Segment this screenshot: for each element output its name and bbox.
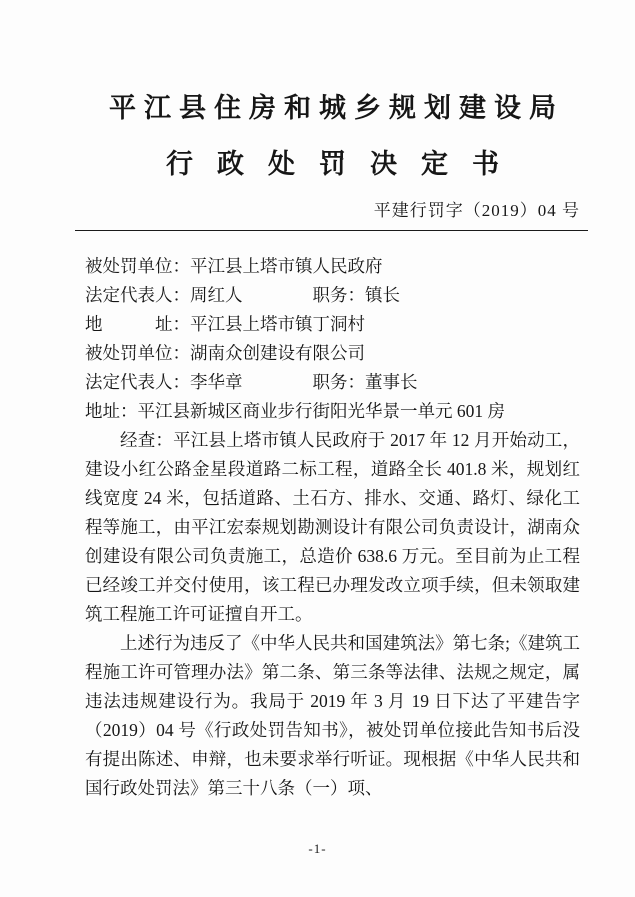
paragraph-legal-basis: 上述行为违反了《中华人民共和国建筑法》第七条;《建筑工程施工许可管理办法》第二条、第三条等法律、法规之规定，属违法违规建设行为。我局于 2019 年 3 月 19 日下达了平建告字（2019）04 号《行政处罚告知书》，被处罚单位接此告知书后没有提出陈述、申辩，也未要求举行听证。现根据《中华人民共和国行政处罚法》第三十八条（一）项、 [85,633,580,798]
document-type-title: 行政处罚决定书 [166,149,523,179]
field-legal-representative-2: 法定代表人：李华章 职务：董事长 [85,372,418,392]
field-address-1: 地 址：平江县上塔市镇丁洞村 [85,314,365,334]
document-body [85,252,580,803]
field-penalized-unit-1: 被处罚单位：平江县上塔市镇人民政府 [85,256,383,276]
page-number: -1- [308,841,327,856]
document-header [85,86,580,231]
header-divider [75,230,588,231]
document-number: 平建行罚字（2019）04 号 [373,201,580,220]
field-legal-representative-1: 法定代表人：周红人 职务：镇长 [85,285,400,305]
issuing-authority-title: 平江县住房和城乡规划建设局 [109,93,564,123]
field-penalized-unit-2: 被处罚单位：湖南众创建设有限公司 [85,343,365,363]
paragraph-findings: 经查：平江县上塔市镇人民政府于 2017 年 12 月开始动工，建设小红公路金星段道路二标工程，道路全长 401.8 米，规划红线宽度 24 米，包括道路、土石方、排水、交通、路灯、绿化工程等施工，由平江宏泰规划勘测设计有限公司负责设计，湖南众创建设有限公司负责施工，总造价 638.6 万元。至目前为止工程已经竣工并交付使用，该工程已办理发改立项手续，但未领取建筑工程施工许可证擅自开工。 [85,430,580,624]
field-address-2: 地址：平江县新城区商业步行街阳光华景一单元 601 房 [85,401,505,421]
